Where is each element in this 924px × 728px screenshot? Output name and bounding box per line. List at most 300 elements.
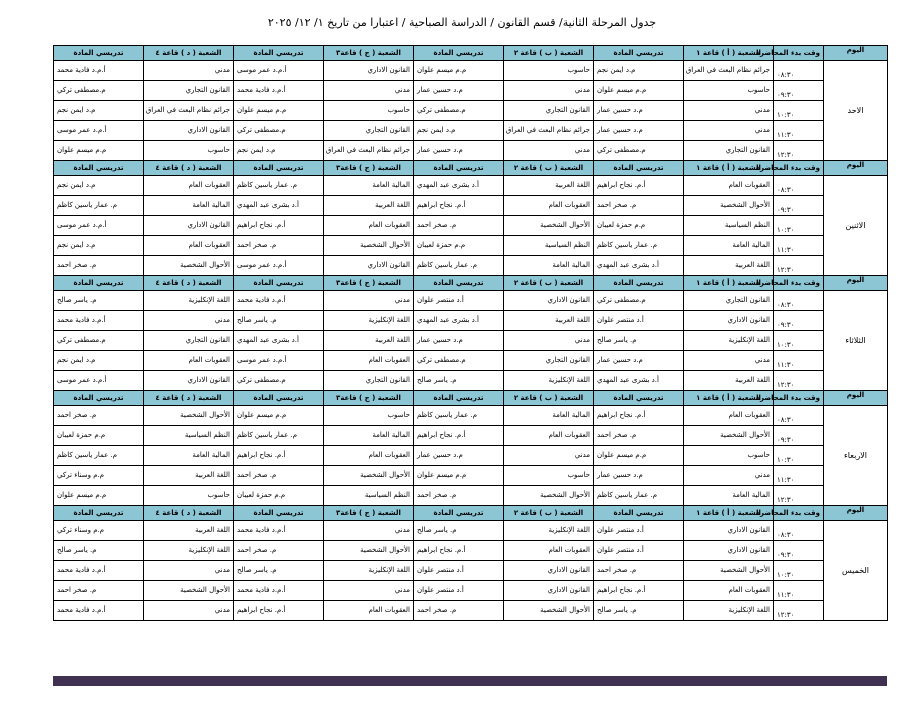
subject-cell: القانون الاداري [144, 371, 234, 391]
teacher-cell: أ.م. نجاح ابراهيم [414, 196, 504, 216]
teacher-cell: م. ياسر صالح [414, 521, 504, 541]
day-column-header: اليوم [824, 276, 888, 291]
teacher-cell: م. ياسر صالح [54, 291, 144, 311]
subject-cell: الأحوال الشخصية [504, 216, 594, 236]
subject-cell: مدني [324, 291, 414, 311]
group-teacher-header: تدريسي المادة [54, 276, 144, 291]
teacher-cell: م. عمار ياسين كاظم [594, 236, 684, 256]
subject-cell: مدني [144, 601, 234, 621]
group-teacher-header: تدريسي المادة [234, 391, 324, 406]
table-header-row [54, 46, 888, 61]
teacher-cell: أ.م.د عمر موسى [54, 121, 144, 141]
subject-cell: اللغة العربية [504, 311, 594, 331]
day-name: الخميس [824, 521, 888, 621]
subject-cell: المالية العامة [144, 446, 234, 466]
table-row [54, 371, 888, 391]
time-column-header: وقت بدء المحاضرة [774, 391, 824, 406]
teacher-cell: م.د حسين عمار [594, 101, 684, 121]
teacher-cell: م.م حمزة لعيبان [594, 216, 684, 236]
group-teacher-header: تدريسي المادة [594, 276, 684, 291]
teacher-cell: أ.م.د فادية محمد [54, 561, 144, 581]
subject-cell: المالية العامة [144, 196, 234, 216]
group-subject-header: الشعبة ( ب ) قاعة ٢ [504, 391, 594, 406]
subject-cell: القانون التجاري [324, 121, 414, 141]
subject-cell: الأحوال الشخصية [324, 541, 414, 561]
subject-cell: القانون الاداري [684, 541, 774, 561]
subject-cell: العقوبات العام [504, 541, 594, 561]
subject-cell: اللغة الإنكليزية [144, 291, 234, 311]
teacher-cell: م.د حسين عمار [414, 446, 504, 466]
subject-cell: مدني [684, 351, 774, 371]
lecture-time: ١٠:٣٠ [774, 216, 824, 236]
teacher-cell: أ.م. نجاح ابراهيم [234, 601, 324, 621]
subject-cell: اللغة الإنكليزية [144, 541, 234, 561]
subject-cell: القانون التجاري [144, 81, 234, 101]
teacher-cell: م.م وسناء تركي [54, 466, 144, 486]
teacher-cell: م. صخر احمد [234, 466, 324, 486]
teacher-cell: م. صخر احمد [414, 486, 504, 506]
group-subject-header: الشعبة ( ج ) قاعة٣ [324, 506, 414, 521]
teacher-cell: م.م ميسم علوان [594, 81, 684, 101]
teacher-cell: م.د ايمن نجم [54, 176, 144, 196]
table-row [54, 121, 888, 141]
table-row [54, 426, 888, 446]
lecture-time: ١٢:٣٠ [774, 141, 824, 161]
subject-cell: العقوبات العام [144, 236, 234, 256]
teacher-cell: م. صخر احمد [54, 581, 144, 601]
table-row [54, 351, 888, 371]
subject-cell: الأحوال الشخصية [324, 466, 414, 486]
lecture-time: ٠٩:٣٠ [774, 81, 824, 101]
subject-cell: اللغة الإنكليزية [504, 521, 594, 541]
table-row [54, 311, 888, 331]
lecture-time: ١١:٣٠ [774, 351, 824, 371]
day-column-header: اليوم [824, 46, 888, 61]
subject-cell: القانون الاداري [144, 216, 234, 236]
subject-cell: اللغة العربية [504, 176, 594, 196]
teacher-cell: م.د ايمن نجم [414, 121, 504, 141]
lecture-time: ١٢:٣٠ [774, 601, 824, 621]
subject-cell: اللغة العربية [144, 466, 234, 486]
subject-cell: العقوبات العام [684, 176, 774, 196]
subject-cell: العقوبات العام [504, 196, 594, 216]
table-row [54, 141, 888, 161]
footer-bar [53, 676, 887, 686]
subject-cell: مدني [324, 521, 414, 541]
teacher-cell: أ.م.د فادية محمد [234, 521, 324, 541]
teacher-cell: أ.د بشرى عبد المهدي [414, 311, 504, 331]
group-teacher-header: تدريسي المادة [594, 391, 684, 406]
group-subject-header: الشعبة ( د ) قاعة ٤ [144, 391, 234, 406]
table-row [54, 541, 888, 561]
teacher-cell: أ.د منتصر علوان [594, 311, 684, 331]
group-subject-header: الشعبة ( ج ) قاعة٣ [324, 276, 414, 291]
lecture-time: ١٠:٣٠ [774, 561, 824, 581]
lecture-time: ٠٨:٣٠ [774, 521, 824, 541]
teacher-cell: أ.م. نجاح ابراهيم [414, 426, 504, 446]
subject-cell: اللغة الإنكليزية [324, 311, 414, 331]
subject-cell: العقوبات العام [144, 176, 234, 196]
teacher-cell: م.م حمزة لعيبان [54, 426, 144, 446]
teacher-cell: م. صخر احمد [594, 561, 684, 581]
subject-cell: القانون الاداري [504, 291, 594, 311]
teacher-cell: م.د ايمن نجم [54, 236, 144, 256]
subject-cell: الأحوال الشخصية [684, 196, 774, 216]
group-subject-header: الشعبة ( د ) قاعة ٤ [144, 506, 234, 521]
group-subject-header: الشعبة ( أ ) قاعة ١ [684, 391, 774, 406]
teacher-cell: أ.د بشرى عبد المهدي [594, 371, 684, 391]
teacher-cell: أ.د بشرى عبد المهدي [234, 331, 324, 351]
teacher-cell: م. صخر احمد [54, 406, 144, 426]
subject-cell: القانون التجاري [144, 331, 234, 351]
subject-cell: مدني [504, 141, 594, 161]
teacher-cell: م.م ميسم علوان [414, 466, 504, 486]
lecture-time: ٠٨:٣٠ [774, 291, 824, 311]
teacher-cell: أ.د منتصر علوان [594, 541, 684, 561]
teacher-cell: أ.م. نجاح ابراهيم [594, 581, 684, 601]
group-subject-header: الشعبة ( د ) قاعة ٤ [144, 276, 234, 291]
day-name: الاربعاء [824, 406, 888, 506]
subject-cell: القانون التجاري [504, 101, 594, 121]
subject-cell: الأحوال الشخصية [144, 581, 234, 601]
teacher-cell: م.مصطفى تركي [414, 101, 504, 121]
teacher-cell: م. عمار ياسين كاظم [414, 256, 504, 276]
subject-cell: القانون التجاري [324, 371, 414, 391]
teacher-cell: م. عمار ياسين كاظم [234, 426, 324, 446]
teacher-cell: م.م ميسم علوان [594, 446, 684, 466]
teacher-cell: م.د ايمن نجم [54, 101, 144, 121]
subject-cell: حاسوب [684, 446, 774, 466]
teacher-cell: أ.د بشرى عبد المهدي [414, 176, 504, 196]
table-row [54, 486, 888, 506]
table-header-row [54, 506, 888, 521]
teacher-cell: م. صخر احمد [234, 541, 324, 561]
subject-cell: الأحوال الشخصية [684, 426, 774, 446]
teacher-cell: أ.د بشرى عبد المهدي [594, 256, 684, 276]
subject-cell: الأحوال الشخصية [144, 406, 234, 426]
day-column-header: اليوم [824, 161, 888, 176]
teacher-cell: أ.م. نجاح ابراهيم [594, 406, 684, 426]
subject-cell: القانون الاداري [504, 581, 594, 601]
teacher-cell: م.م وسناء تركي [54, 521, 144, 541]
group-teacher-header: تدريسي المادة [234, 161, 324, 176]
subject-cell: اللغة العربية [684, 371, 774, 391]
time-column-header: وقت بدء المحاضرة [774, 276, 824, 291]
group-teacher-header: تدريسي المادة [414, 276, 504, 291]
teacher-cell: م. صخر احمد [54, 256, 144, 276]
subject-cell: حاسوب [504, 466, 594, 486]
teacher-cell: أ.م.د فادية محمد [54, 601, 144, 621]
subject-cell: جرائم نظام البعث في العراق [144, 101, 234, 121]
subject-cell: العقوبات العام [324, 446, 414, 466]
subject-cell: مدني [684, 121, 774, 141]
subject-cell: العقوبات العام [144, 351, 234, 371]
subject-cell: النظم السياسية [144, 426, 234, 446]
teacher-cell: أ.م.د عمر موسى [234, 351, 324, 371]
table-row [54, 581, 888, 601]
group-teacher-header: تدريسي المادة [234, 46, 324, 61]
subject-cell: النظم السياسية [684, 216, 774, 236]
teacher-cell: أ.م.د عمر موسى [54, 371, 144, 391]
teacher-cell: م.م ميسم علوان [234, 101, 324, 121]
group-subject-header: الشعبة ( ج ) قاعة٣ [324, 161, 414, 176]
group-teacher-header: تدريسي المادة [414, 506, 504, 521]
subject-cell: القانون الاداري [144, 121, 234, 141]
group-teacher-header: تدريسي المادة [54, 161, 144, 176]
subject-cell: العقوبات العام [504, 426, 594, 446]
lecture-time: ١١:٣٠ [774, 121, 824, 141]
day-name: الثلاثاء [824, 291, 888, 391]
teacher-cell: م. ياسر صالح [54, 541, 144, 561]
teacher-cell: م.د حسين عمار [594, 466, 684, 486]
group-teacher-header: تدريسي المادة [234, 276, 324, 291]
teacher-cell: م.د ايمن نجم [594, 61, 684, 81]
day-column-header: اليوم [824, 506, 888, 521]
table-row [54, 176, 888, 196]
teacher-cell: أ.م.د فادية محمد [234, 581, 324, 601]
subject-cell: المالية العامة [504, 256, 594, 276]
subject-cell: مدني [144, 561, 234, 581]
subject-cell: العقوبات العام [324, 216, 414, 236]
teacher-cell: م.مصطفى تركي [414, 351, 504, 371]
page-title: جدول المرحلة الثانية/ قسم القانون / الدراسة الصباحية / اعتبارا من تاريخ ١/ ١٢/ ٢٠٢٥ [267, 16, 657, 29]
subject-cell: مدني [324, 81, 414, 101]
lecture-time: ٠٨:٣٠ [774, 61, 824, 81]
group-subject-header: الشعبة ( ب ) قاعة ٢ [504, 161, 594, 176]
subject-cell: مدني [144, 311, 234, 331]
group-subject-header: الشعبة ( ب ) قاعة ٢ [504, 506, 594, 521]
lecture-time: ١٢:٣٠ [774, 371, 824, 391]
group-subject-header: الشعبة ( ب ) قاعة ٢ [504, 46, 594, 61]
table-row [54, 101, 888, 121]
teacher-cell: أ.م. نجاح ابراهيم [414, 541, 504, 561]
teacher-cell: أ.د منتصر علوان [594, 521, 684, 541]
teacher-cell: م.م حمزة لعيبان [414, 236, 504, 256]
group-subject-header: الشعبة ( أ ) قاعة ١ [684, 276, 774, 291]
teacher-cell: أ.م.د عمر موسى [234, 256, 324, 276]
teacher-cell: م.د ايمن نجم [234, 141, 324, 161]
teacher-cell: م. ياسر صالح [414, 371, 504, 391]
table-row [54, 196, 888, 216]
teacher-cell: م.م ميسم علوان [54, 486, 144, 506]
subject-cell: حاسوب [324, 101, 414, 121]
subject-cell: حاسوب [144, 141, 234, 161]
table-row [54, 406, 888, 426]
teacher-cell: م.د حسين عمار [594, 351, 684, 371]
subject-cell: المالية العامة [684, 236, 774, 256]
group-subject-header: الشعبة ( د ) قاعة ٤ [144, 161, 234, 176]
table-row [54, 601, 888, 621]
day-column-header: اليوم [824, 391, 888, 406]
subject-cell: العقوبات العام [324, 601, 414, 621]
subject-cell: حاسوب [324, 406, 414, 426]
teacher-cell: م. صخر احمد [414, 216, 504, 236]
group-subject-header: الشعبة ( ج ) قاعة٣ [324, 391, 414, 406]
group-teacher-header: تدريسي المادة [54, 506, 144, 521]
table-row [54, 521, 888, 541]
teacher-cell: م.م حمزة لعيبان [234, 486, 324, 506]
teacher-cell: أ.م.د فادية محمد [234, 291, 324, 311]
subject-cell: النظم السياسية [324, 486, 414, 506]
subject-cell: الأحوال الشخصية [504, 601, 594, 621]
lecture-time: ١٠:٣٠ [774, 446, 824, 466]
subject-cell: اللغة العربية [144, 521, 234, 541]
time-column-header: وقت بدء المحاضرة [774, 506, 824, 521]
subject-cell: مدني [684, 466, 774, 486]
teacher-cell: م. عمار ياسين كاظم [594, 486, 684, 506]
subject-cell: مدني [504, 331, 594, 351]
lecture-time: ١١:٣٠ [774, 236, 824, 256]
teacher-cell: م.م ميسم علوان [234, 406, 324, 426]
group-teacher-header: تدريسي المادة [414, 391, 504, 406]
subject-cell: جرائم نظام البعث في العراق [324, 141, 414, 161]
subject-cell: اللغة الإنكليزية [684, 601, 774, 621]
teacher-cell: م. ياسر صالح [594, 331, 684, 351]
teacher-cell: م.مصطفى تركي [54, 331, 144, 351]
teacher-cell: م. ياسر صالح [594, 601, 684, 621]
day-name: الاحد [824, 61, 888, 161]
lecture-time: ١٢:٣٠ [774, 486, 824, 506]
table-row [54, 61, 888, 81]
group-subject-header: الشعبة ( ج ) قاعة٣ [324, 46, 414, 61]
subject-cell: مدني [504, 81, 594, 101]
teacher-cell: م. ياسر صالح [234, 561, 324, 581]
time-column-header: وقت بدء المحاضرة [774, 46, 824, 61]
subject-cell: جرائم نظام البعث في العراق [504, 121, 594, 141]
group-subject-header: الشعبة ( د ) قاعة ٤ [144, 46, 234, 61]
subject-cell: القانون الاداري [504, 561, 594, 581]
subject-cell: المالية العامة [324, 176, 414, 196]
subject-cell: اللغة العربية [684, 256, 774, 276]
subject-cell: اللغة الإنكليزية [504, 371, 594, 391]
table-row [54, 561, 888, 581]
teacher-cell: م.مصطفى تركي [234, 371, 324, 391]
teacher-cell: أ.م.د فادية محمد [234, 81, 324, 101]
table-header-row [54, 391, 888, 406]
subject-cell: القانون الاداري [684, 311, 774, 331]
teacher-cell: م.د حسين عمار [414, 141, 504, 161]
subject-cell: جرائم نظام البعث في العراق [684, 61, 774, 81]
teacher-cell: أ.م.د فادية محمد [54, 311, 144, 331]
teacher-cell: م. صخر احمد [594, 196, 684, 216]
subject-cell: حاسوب [504, 61, 594, 81]
subject-cell: المالية العامة [324, 426, 414, 446]
group-teacher-header: تدريسي المادة [594, 506, 684, 521]
table-row [54, 256, 888, 276]
subject-cell: القانون التجاري [504, 351, 594, 371]
subject-cell: القانون الاداري [324, 61, 414, 81]
group-subject-header: الشعبة ( ب ) قاعة ٢ [504, 276, 594, 291]
group-subject-header: الشعبة ( أ ) قاعة ١ [684, 161, 774, 176]
teacher-cell: م. ياسر صالح [234, 311, 324, 331]
subject-cell: القانون التجاري [684, 141, 774, 161]
teacher-cell: أ.م.د عمر موسى [234, 61, 324, 81]
lecture-time: ٠٨:٣٠ [774, 406, 824, 426]
teacher-cell: م.د حسين عمار [414, 81, 504, 101]
subject-cell: اللغة الإنكليزية [324, 561, 414, 581]
table-row [54, 331, 888, 351]
lecture-time: ٠٩:٣٠ [774, 311, 824, 331]
subject-cell: القانون التجاري [684, 291, 774, 311]
teacher-cell: م.د حسين عمار [594, 121, 684, 141]
table-row [54, 291, 888, 311]
teacher-cell: م.مصطفى تركي [594, 141, 684, 161]
subject-cell: القانون الاداري [684, 521, 774, 541]
teacher-cell: أ.م.د عمر موسى [54, 216, 144, 236]
group-teacher-header: تدريسي المادة [594, 46, 684, 61]
group-teacher-header: تدريسي المادة [54, 46, 144, 61]
lecture-time: ١١:٣٠ [774, 466, 824, 486]
group-teacher-header: تدريسي المادة [594, 161, 684, 176]
subject-cell: الأحوال الشخصية [504, 486, 594, 506]
subject-cell: الأحوال الشخصية [684, 561, 774, 581]
teacher-cell: أ.د منتصر علوان [414, 561, 504, 581]
teacher-cell: م. عمار ياسين كاظم [414, 406, 504, 426]
subject-cell: حاسوب [144, 486, 234, 506]
subject-cell: الأحوال الشخصية [144, 256, 234, 276]
table-row [54, 236, 888, 256]
teacher-cell: م. عمار ياسين كاظم [54, 446, 144, 466]
teacher-cell: م. صخر احمد [234, 236, 324, 256]
subject-cell: المالية العامة [684, 486, 774, 506]
teacher-cell: م.مصطفى تركي [54, 81, 144, 101]
schedule-table [53, 45, 888, 621]
teacher-cell: م.د ايمن نجم [54, 351, 144, 371]
teacher-cell: م. عمار ياسين كاظم [234, 176, 324, 196]
subject-cell: الأحوال الشخصية [324, 236, 414, 256]
group-subject-header: الشعبة ( أ ) قاعة ١ [684, 46, 774, 61]
lecture-time: ١٠:٣٠ [774, 331, 824, 351]
teacher-cell: م. صخر احمد [594, 426, 684, 446]
subject-cell: العقوبات العام [324, 351, 414, 371]
subject-cell: مدني [144, 61, 234, 81]
subject-cell: حاسوب [684, 81, 774, 101]
table-header-row [54, 276, 888, 291]
group-teacher-header: تدريسي المادة [414, 161, 504, 176]
lecture-time: ٠٩:٣٠ [774, 426, 824, 446]
teacher-cell: أ.د منتصر علوان [414, 581, 504, 601]
lecture-time: ١١:٣٠ [774, 581, 824, 601]
subject-cell: العقوبات العام [684, 406, 774, 426]
teacher-cell: أ.م. نجاح ابراهيم [234, 216, 324, 236]
time-column-header: وقت بدء المحاضرة [774, 161, 824, 176]
lecture-time: ٠٩:٣٠ [774, 541, 824, 561]
group-teacher-header: تدريسي المادة [414, 46, 504, 61]
teacher-cell: م.د حسين عمار [414, 331, 504, 351]
teacher-cell: م.مصطفى تركي [234, 121, 324, 141]
subject-cell: مدني [324, 581, 414, 601]
table-header-row [54, 161, 888, 176]
teacher-cell: أ.د بشرى عبد المهدي [234, 196, 324, 216]
subject-cell: العقوبات العام [684, 581, 774, 601]
teacher-cell: م. عمار ياسين كاظم [54, 196, 144, 216]
teacher-cell: أ.د منتصر علوان [414, 291, 504, 311]
subject-cell: المالية العامة [504, 406, 594, 426]
table-row [54, 216, 888, 236]
table-row [54, 446, 888, 466]
teacher-cell: م.م ميسم علوان [414, 61, 504, 81]
group-teacher-header: تدريسي المادة [234, 506, 324, 521]
subject-cell: القانون الاداري [324, 256, 414, 276]
teacher-cell: م.م ميسم علوان [54, 141, 144, 161]
day-name: الاثنين [824, 176, 888, 276]
subject-cell: مدني [504, 446, 594, 466]
teacher-cell: م. صخر احمد [414, 601, 504, 621]
lecture-time: ١٢:٣٠ [774, 256, 824, 276]
subject-cell: اللغة العربية [324, 331, 414, 351]
teacher-cell: م.مصطفى تركي [594, 291, 684, 311]
teacher-cell: أ.م. نجاح ابراهيم [594, 176, 684, 196]
